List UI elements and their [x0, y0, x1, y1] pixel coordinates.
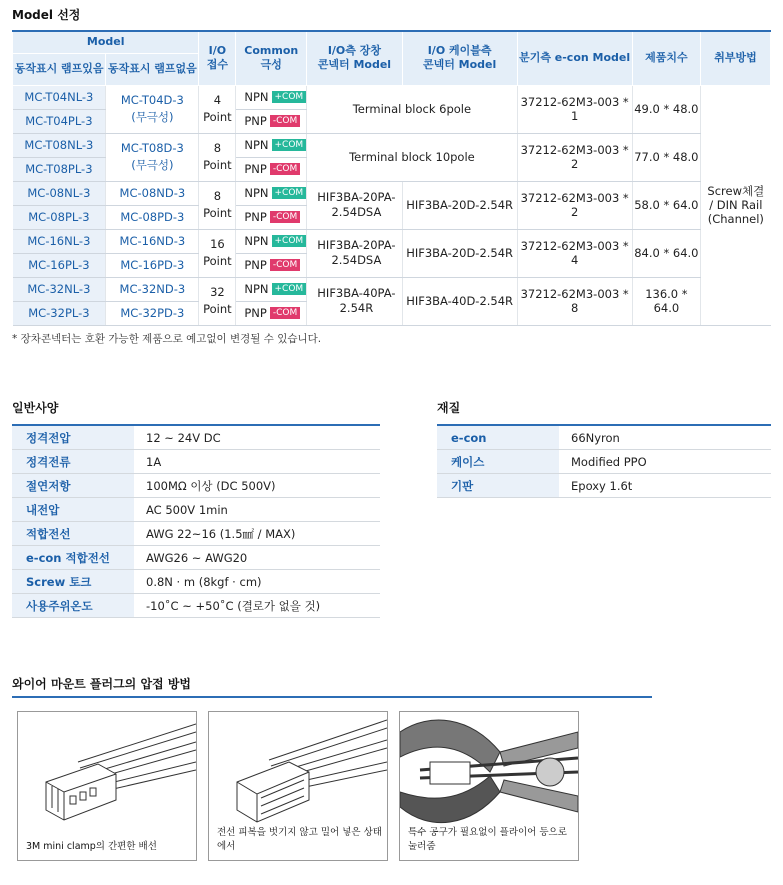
spec-value: 0.8N · m (8kgf · cm) — [134, 570, 380, 594]
model-lamp-off-cell: MC-08PD-3 — [106, 205, 199, 229]
model-lamp-off-cell: MC-16ND-3 — [106, 229, 199, 253]
material-title: 재질 — [437, 401, 461, 415]
model-lamp-on-cell: MC-16NL-3 — [13, 229, 106, 253]
dimensions-cell: 58.0 * 64.0 — [632, 181, 701, 229]
plus-com-badge: +COM — [272, 235, 307, 247]
spec-row — [437, 474, 771, 498]
spec-row — [437, 450, 771, 474]
connector-cell: Terminal block 6pole — [307, 85, 517, 133]
dimensions-cell: 49.0 * 48.0 — [632, 85, 701, 133]
minus-com-badge: -COM — [270, 115, 300, 127]
minus-com-badge: -COM — [270, 211, 300, 223]
model-note: * 장차콘넥터는 호환 가능한 제품으로 예고없이 변경될 수 있습니다. — [12, 333, 322, 345]
crimp-image-3 — [399, 711, 579, 861]
spec-row — [12, 498, 380, 522]
spec-row — [437, 425, 771, 450]
io-points-cell: 4 Point — [199, 85, 236, 133]
model-table-row — [13, 85, 771, 109]
minus-com-badge: -COM — [270, 259, 300, 271]
spec-key: 케이스 — [437, 450, 559, 474]
connector-cell: Terminal block 10pole — [307, 133, 517, 181]
spec-value: Modified PPO — [559, 450, 771, 474]
io-points-cell: 8 Point — [199, 181, 236, 229]
io-type-label: PNP — [244, 258, 267, 272]
model-section-title: Model 선정 — [12, 8, 81, 22]
crimp-caption-3: 특수 공구가 필요없이 플라이어 등으로 눌러줌 — [408, 827, 567, 852]
spec-row — [12, 425, 380, 450]
common-polarity-cell — [236, 109, 307, 133]
model-lamp-on-cell: MC-32NL-3 — [13, 277, 106, 301]
mounting-cell: Screw체결 / DIN Rail (Channel) — [701, 85, 771, 325]
spec-key: e-con 적합전선 — [12, 546, 134, 570]
model-lamp-on-cell: MC-T08PL-3 — [13, 157, 106, 181]
spec-value: AWG26 ~ AWG20 — [134, 546, 380, 570]
common-polarity-cell — [236, 181, 307, 205]
common-polarity-cell — [236, 85, 307, 109]
crimp-title-rule — [12, 696, 652, 698]
common-polarity-cell — [236, 205, 307, 229]
econ-model-cell: 37212-62M3-003 * 2 — [517, 133, 632, 181]
plus-com-badge: +COM — [272, 187, 307, 199]
header-econ-model: 분기측 e-con Model — [517, 31, 632, 85]
header-mounting: 취부방법 — [701, 31, 771, 85]
io-type-label: PNP — [244, 114, 267, 128]
material-table — [437, 424, 771, 498]
model-lamp-off-cell: MC-T04D-3 (무극성) — [106, 85, 199, 133]
cable-connector-cell: HIF3BA-20D-2.54R — [402, 229, 517, 277]
spec-row — [12, 522, 380, 546]
header-lamp-on: 동작표시 램프있음 — [13, 53, 106, 85]
spec-key: 정격전압 — [12, 425, 134, 450]
minus-com-badge: -COM — [270, 307, 300, 319]
common-polarity-cell — [236, 253, 307, 277]
io-connector-cell: HIF3BA-40PA- 2.54R — [307, 277, 402, 325]
crimp-title: 와이어 마운트 플러그의 압접 방법 — [12, 677, 192, 691]
model-table-row — [13, 181, 771, 205]
econ-model-cell: 37212-62M3-003 * 8 — [517, 277, 632, 325]
io-connector-cell: HIF3BA-20PA- 2.54DSA — [307, 181, 402, 229]
model-table-row — [13, 229, 771, 253]
io-connector-cell: HIF3BA-20PA- 2.54DSA — [307, 229, 402, 277]
spec-value: -10˚C ~ +50˚C (결로가 없을 것) — [134, 594, 380, 618]
common-polarity-cell — [236, 157, 307, 181]
model-table — [12, 30, 771, 326]
spec-value: 66Nyron — [559, 425, 771, 450]
spec-key: 기판 — [437, 474, 559, 498]
econ-model-cell: 37212-62M3-003 * 1 — [517, 85, 632, 133]
spec-key: 절연저항 — [12, 474, 134, 498]
model-lamp-off-cell: MC-32ND-3 — [106, 277, 199, 301]
model-lamp-on-cell: MC-08PL-3 — [13, 205, 106, 229]
header-model: Model — [13, 31, 199, 53]
econ-model-cell: 37212-62M3-003 * 4 — [517, 229, 632, 277]
spec-value: 12 ~ 24V DC — [134, 425, 380, 450]
model-lamp-on-cell: MC-16PL-3 — [13, 253, 106, 277]
header-lamp-off: 동작표시 램프없음 — [106, 53, 199, 85]
dimensions-cell: 77.0 * 48.0 — [632, 133, 701, 181]
plus-com-badge: +COM — [272, 91, 307, 103]
spec-row — [12, 474, 380, 498]
model-lamp-on-cell: MC-T04NL-3 — [13, 85, 106, 109]
general-spec-title: 일반사양 — [12, 401, 59, 415]
minus-com-badge: -COM — [270, 163, 300, 175]
crimp-image-2 — [208, 711, 388, 861]
dimensions-cell: 84.0 * 64.0 — [632, 229, 701, 277]
spec-key: 적합전선 — [12, 522, 134, 546]
spec-key: e-con — [437, 425, 559, 450]
spec-value: 100MΩ 이상 (DC 500V) — [134, 474, 380, 498]
model-lamp-on-cell: MC-32PL-3 — [13, 301, 106, 325]
spec-row — [12, 594, 380, 618]
spec-value: AWG 22~16 (1.5㎟ / MAX) — [134, 522, 380, 546]
io-type-label: NPN — [244, 90, 269, 104]
io-type-label: NPN — [244, 138, 269, 152]
plus-com-badge: +COM — [272, 139, 307, 151]
io-type-label: NPN — [244, 186, 269, 200]
model-lamp-off-cell: MC-16PD-3 — [106, 253, 199, 277]
spec-row — [12, 546, 380, 570]
io-type-label: NPN — [244, 282, 269, 296]
spec-key: Screw 토크 — [12, 570, 134, 594]
common-polarity-cell — [236, 277, 307, 301]
spec-value: Epoxy 1.6t — [559, 474, 771, 498]
io-type-label: NPN — [244, 234, 269, 248]
io-type-label: PNP — [244, 306, 267, 320]
common-polarity-cell — [236, 301, 307, 325]
model-lamp-off-cell: MC-32PD-3 — [106, 301, 199, 325]
model-lamp-on-cell: MC-T04PL-3 — [13, 109, 106, 133]
spec-key: 사용주위온도 — [12, 594, 134, 618]
cable-connector-cell: HIF3BA-20D-2.54R — [402, 181, 517, 229]
crimp-image-1 — [17, 711, 197, 861]
spec-row — [12, 450, 380, 474]
crimp-caption-1: 3M mini clamp의 간편한 배선 — [26, 841, 157, 852]
header-dimensions: 제품치수 — [632, 31, 701, 85]
plus-com-badge: +COM — [272, 283, 307, 295]
io-points-cell: 8 Point — [199, 133, 236, 181]
header-io-connector: I/O측 장창 콘넥터 Model — [307, 31, 402, 85]
spec-row — [12, 570, 380, 594]
spec-value: 1A — [134, 450, 380, 474]
io-points-cell: 32 Point — [199, 277, 236, 325]
header-cable-connector: I/O 케이블측 콘넥터 Model — [402, 31, 517, 85]
spec-key: 정격전류 — [12, 450, 134, 474]
model-lamp-on-cell: MC-T08NL-3 — [13, 133, 106, 157]
econ-model-cell: 37212-62M3-003 * 2 — [517, 181, 632, 229]
spec-value: AC 500V 1min — [134, 498, 380, 522]
model-lamp-off-cell: MC-T08D-3 (무극성) — [106, 133, 199, 181]
io-points-cell: 16 Point — [199, 229, 236, 277]
spec-key: 내전압 — [12, 498, 134, 522]
io-type-label: PNP — [244, 162, 267, 176]
dimensions-cell: 136.0 * 64.0 — [632, 277, 701, 325]
header-common: Common 극성 — [236, 31, 307, 85]
common-polarity-cell — [236, 229, 307, 253]
header-io-points: I/O 접수 — [199, 31, 236, 85]
cable-connector-cell: HIF3BA-40D-2.54R — [402, 277, 517, 325]
io-type-label: PNP — [244, 210, 267, 224]
common-polarity-cell — [236, 133, 307, 157]
crimp-caption-2: 전선 피복을 벗기지 않고 밀어 넣은 상태에서 — [217, 827, 382, 852]
general-spec-table — [12, 424, 380, 618]
model-lamp-off-cell: MC-08ND-3 — [106, 181, 199, 205]
model-table-row — [13, 277, 771, 301]
model-lamp-on-cell: MC-08NL-3 — [13, 181, 106, 205]
model-table-row — [13, 133, 771, 157]
